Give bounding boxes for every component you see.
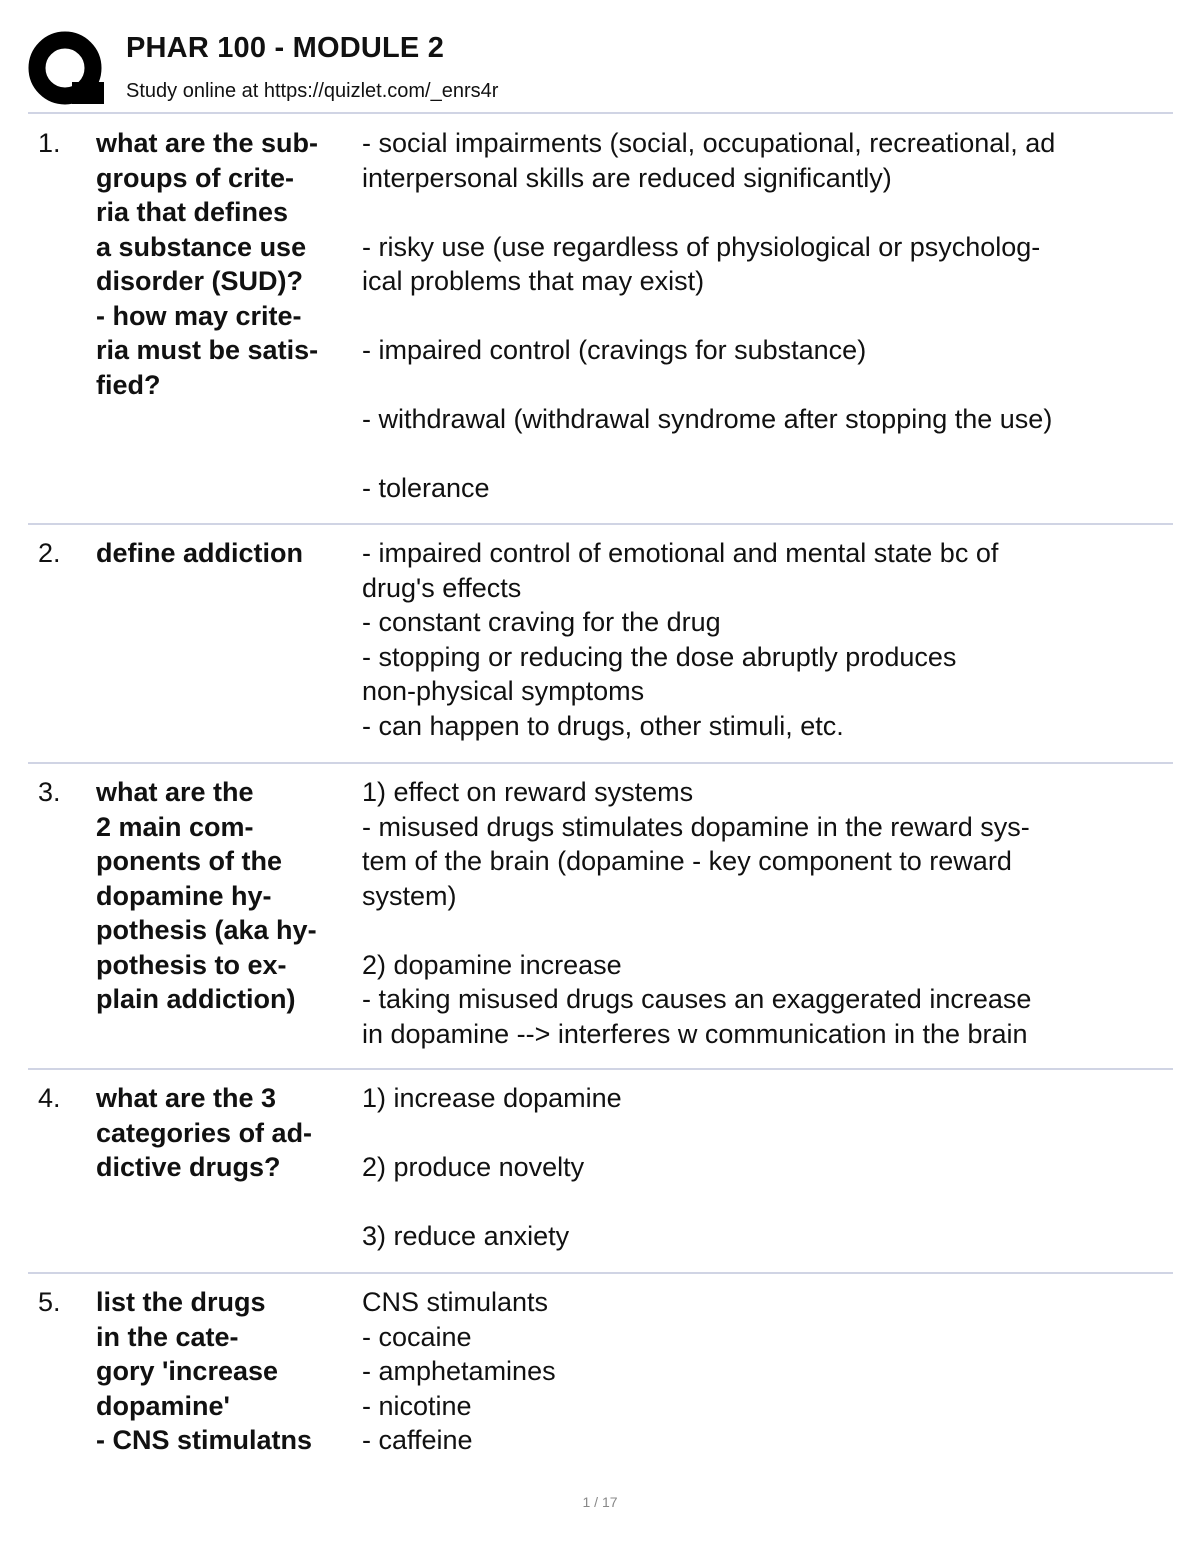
document-title: PHAR 100 - MODULE 2 bbox=[126, 32, 445, 64]
definition-line: - misused drugs stimulates dopamine in the reward sys- bbox=[362, 811, 1030, 842]
definition-line: CNS stimulants bbox=[362, 1287, 549, 1317]
definition-line: - impaired control (cravings for substance) bbox=[362, 335, 867, 365]
definition-line: tem of the brain (dopamine - key component to reward bbox=[362, 846, 1012, 876]
card-definition bbox=[362, 775, 1172, 1051]
definition-line bbox=[362, 195, 1172, 230]
card-term bbox=[96, 536, 358, 571]
definition-line bbox=[362, 1185, 1172, 1220]
card-term bbox=[96, 1081, 358, 1185]
card-number: 1. bbox=[38, 128, 61, 158]
divider bbox=[28, 523, 1173, 525]
term-line: fied? bbox=[96, 369, 161, 400]
definition-line bbox=[362, 1116, 1172, 1151]
term-line: what are the 3 bbox=[96, 1083, 277, 1113]
definition-line: - taking misused drugs causes an exaggerated increase bbox=[362, 984, 1032, 1014]
definition-line: - amphetamines bbox=[362, 1356, 556, 1386]
term-line: pothesis to ex- bbox=[96, 949, 287, 980]
card-number: 3. bbox=[38, 777, 61, 807]
definition-line: - can happen to drugs, other stimuli, etc. bbox=[362, 710, 844, 741]
term-line: define addiction bbox=[96, 538, 304, 568]
definition-line: - impaired control of emotional and mental state bc of bbox=[362, 538, 999, 568]
term-line: list the drugs bbox=[96, 1287, 266, 1317]
term-line: what are the bbox=[96, 777, 254, 807]
definition-line: 1) increase dopamine bbox=[362, 1083, 622, 1113]
definition-line: ical problems that may exist) bbox=[362, 266, 705, 296]
term-line: dopamine' bbox=[96, 1390, 230, 1421]
quizlet-logo-icon bbox=[28, 30, 108, 110]
document-subtitle: Study online at https://quizlet.com/_enrs4r bbox=[126, 80, 499, 102]
definition-line: - tolerance bbox=[362, 473, 490, 503]
term-line: in the cate- bbox=[96, 1321, 239, 1352]
term-line: gory 'increase bbox=[96, 1356, 279, 1386]
definition-line: in dopamine --> interferes w communication in the brain bbox=[362, 1018, 1028, 1049]
term-line: ria must be satis- bbox=[96, 335, 319, 365]
card-number: 5. bbox=[38, 1287, 61, 1317]
definition-line: - risky use (use regardless of physiological or psycholog- bbox=[362, 231, 1041, 262]
definition-line: non-physical symptoms bbox=[362, 676, 645, 706]
definition-line: 2) produce novelty bbox=[362, 1152, 585, 1182]
definition-line: - stopping or reducing the dose abruptly produces bbox=[362, 641, 957, 672]
definition-line: drug's effects bbox=[362, 572, 522, 603]
card-definition bbox=[362, 1285, 1172, 1458]
term-line: dictive drugs? bbox=[96, 1152, 281, 1182]
definition-line bbox=[362, 368, 1172, 403]
divider bbox=[28, 762, 1173, 764]
term-line: dopamine hy- bbox=[96, 880, 272, 911]
divider bbox=[28, 112, 1173, 114]
document-header bbox=[28, 28, 1178, 108]
card-number: 2. bbox=[38, 538, 61, 568]
card-definition bbox=[362, 536, 1172, 743]
definition-line bbox=[362, 913, 1172, 948]
definition-line: - caffeine bbox=[362, 1425, 473, 1455]
card-term bbox=[96, 126, 358, 402]
card-definition bbox=[362, 1081, 1172, 1254]
term-line: plain addiction) bbox=[96, 984, 296, 1014]
definition-line: system) bbox=[362, 880, 457, 911]
term-line: 2 main com- bbox=[96, 811, 254, 842]
definition-line: - social impairments (social, occupational, recreational, ad bbox=[362, 128, 1056, 158]
definition-line: interpersonal skills are reduced significantly) bbox=[362, 162, 892, 193]
page-number: 1 / 17 bbox=[582, 1494, 618, 1510]
card-number: 4. bbox=[38, 1083, 61, 1113]
term-line: pothesis (aka hy- bbox=[96, 915, 317, 945]
divider bbox=[28, 1272, 1173, 1274]
divider bbox=[28, 1068, 1173, 1070]
term-line: what are the sub- bbox=[96, 128, 319, 158]
term-line: categories of ad- bbox=[96, 1117, 313, 1148]
definition-line: 1) effect on reward systems bbox=[362, 777, 694, 807]
definition-line bbox=[362, 437, 1172, 472]
card-definition bbox=[362, 126, 1172, 506]
definition-line: 2) dopamine increase bbox=[362, 949, 622, 980]
card-term bbox=[96, 775, 358, 1017]
card-term bbox=[96, 1285, 358, 1458]
term-line: groups of crite- bbox=[96, 162, 295, 193]
term-line: ponents of the bbox=[96, 846, 282, 876]
term-line: - how may crite- bbox=[96, 300, 302, 331]
definition-line: - cocaine bbox=[362, 1321, 472, 1352]
definition-line bbox=[362, 299, 1172, 334]
definition-line: - nicotine bbox=[362, 1390, 472, 1421]
definition-line: 3) reduce anxiety bbox=[362, 1221, 570, 1251]
term-line: ria that defines bbox=[96, 197, 289, 227]
term-line: disorder (SUD)? bbox=[96, 266, 304, 296]
term-line: - CNS stimulatns bbox=[96, 1425, 313, 1455]
term-line: a substance use bbox=[96, 231, 307, 262]
definition-line: - constant craving for the drug bbox=[362, 607, 721, 637]
definition-line: - withdrawal (withdrawal syndrome after stopping the use) bbox=[362, 404, 1053, 434]
